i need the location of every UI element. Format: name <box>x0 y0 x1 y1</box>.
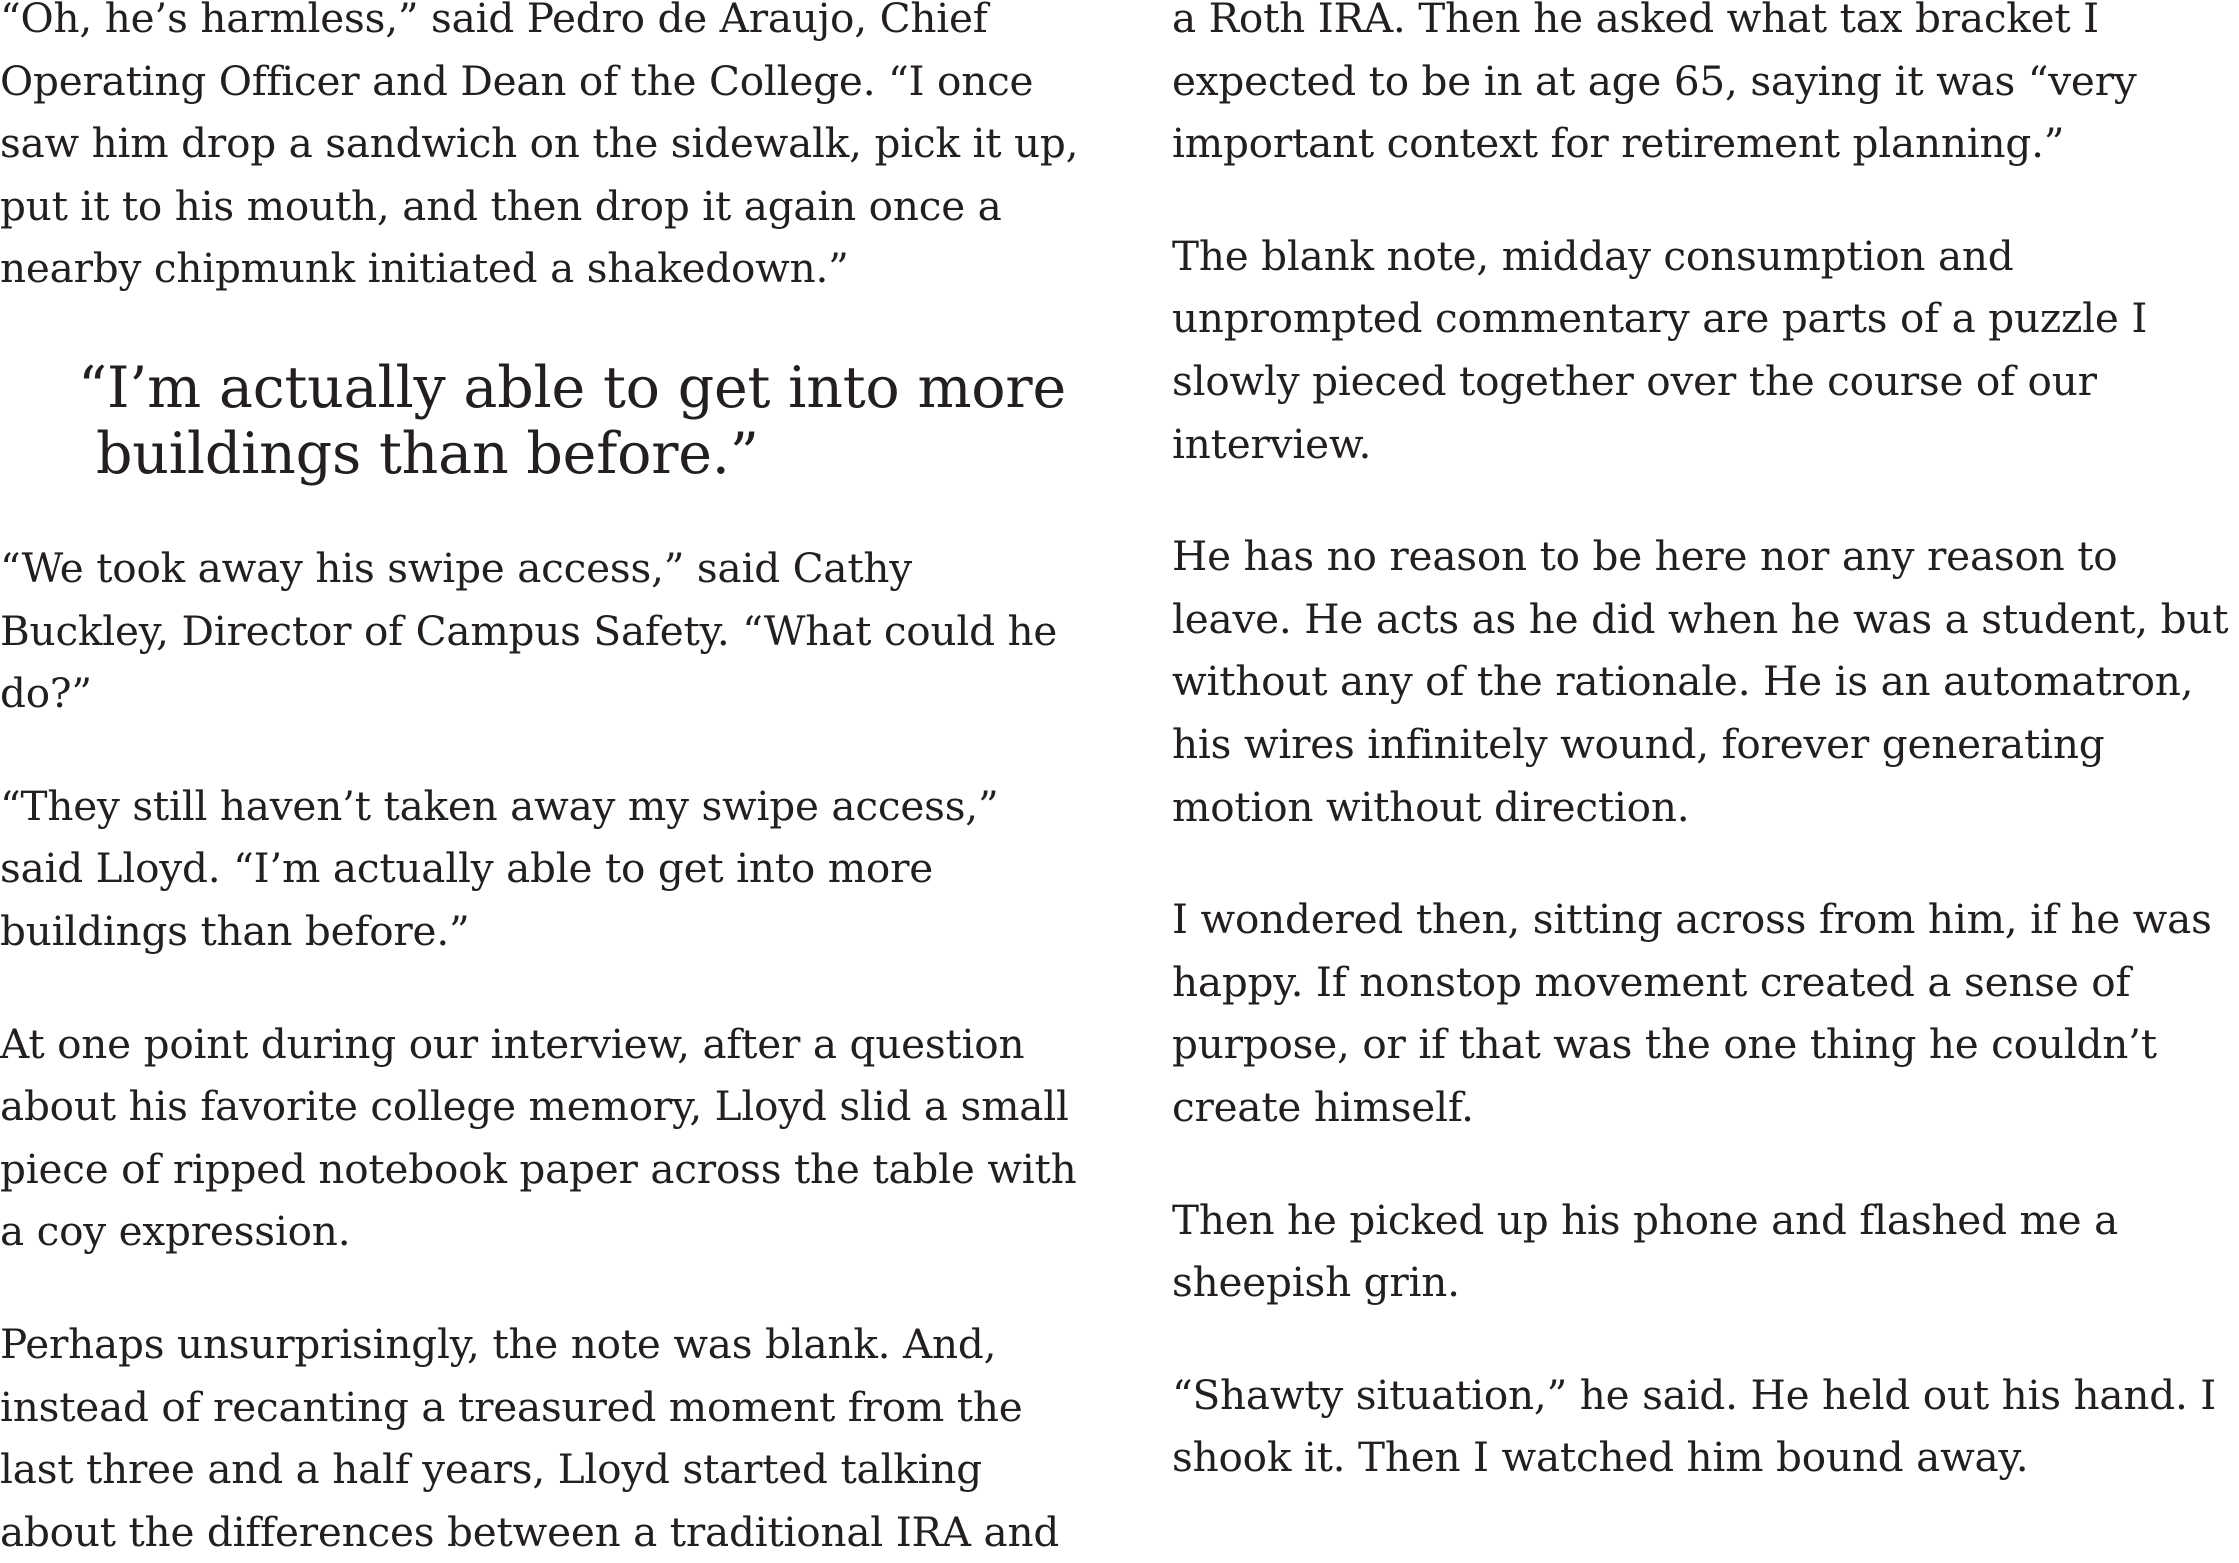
pull-quote-line-2: buildings than before.” <box>96 420 759 487</box>
pull-quote-line-1: “I’m actually able to get into more <box>78 354 1066 421</box>
paragraph-automatron: He has no reason to be here nor any reason to leave. He acts as he did when he was a student, but without any of the rationale. He is an automatron, his wires infinitely wound, forever generating motion without direction. <box>1172 532 2229 831</box>
paragraph-swipe-access: “We took away his swipe access,” said Cathy Buckley, Director of Campus Safety. “What could he do?” <box>0 543 1058 718</box>
paragraph-roth-ira: a Roth IRA. Then he asked what tax bracket I expected to be in at age 65, saying it was “very important context for retirement planning.” <box>1172 0 2137 168</box>
paragraph-harmless: “Oh, he’s harmless,” said Pedro de Araujo, Chief Operating Officer and Dean of the College. “I once saw him drop a sandwich on the sidewalk, pick it up, put it to his mouth, and then drop it again once a nearby chipmunk initiated a shakedown.” <box>0 0 1079 293</box>
paragraph-notebook-paper: At one point during our interview, after a question about his favorite college memory, Lloyd slid a small piece of ripped notebook paper across the table with a coy expression. <box>0 1019 1077 1256</box>
paragraph-blank-note: Perhaps unsurprisingly, the note was blank. And, instead of recanting a treasured moment from the last three and a half years, Lloyd started talking about the differences between a traditional IRA and <box>0 1319 1060 1556</box>
right-column <box>1172 0 2239 1489</box>
paragraph-puzzle: The blank note, midday consumption and unprompted commentary are parts of a puzzle I slowly pieced together over the course of our interview. <box>1172 231 2148 468</box>
paragraph-phone-grin: Then he picked up his phone and flashed me a sheepish grin. <box>1172 1195 2119 1307</box>
paragraph-lloyd-swipe: “They still haven’t taken away my swipe access,” said Lloyd. “I’m actually able to get into more buildings than before.” <box>0 781 999 955</box>
pull-quote <box>0 355 1080 487</box>
left-column <box>0 0 1080 1563</box>
paragraph-shawty: “Shawty situation,” he said. He held out his hand. I shook it. Then I watched him bound away. <box>1172 1370 2217 1482</box>
paragraph-happy: I wondered then, sitting across from him, if he was happy. If nonstop movement created a sense of purpose, or if that was the one thing he couldn’t create himself. <box>1172 895 2212 1131</box>
